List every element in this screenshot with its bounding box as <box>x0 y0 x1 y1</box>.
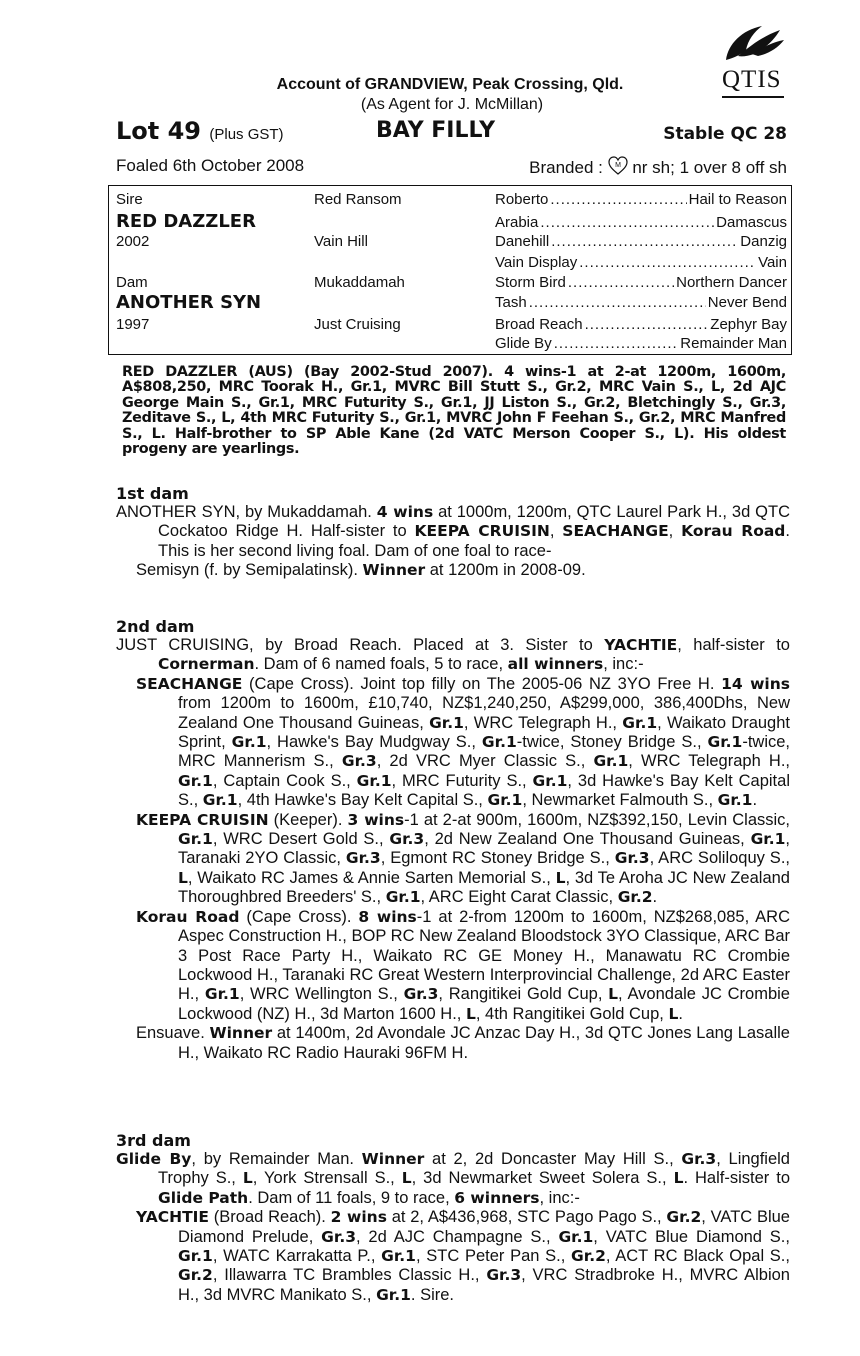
ancestor-name: Danehill <box>495 233 550 250</box>
ancestor-name: Storm Bird <box>495 274 566 291</box>
branded-label: Branded : <box>529 158 603 177</box>
brand-letter: M <box>614 162 621 169</box>
stable-number: Stable QC 28 <box>663 124 787 144</box>
dam-paragraph: Glide By, by Remainder Man. Winner at 2, 2d Doncaster May Hill S., Gr.3, Lingfield Trophy S., L, York Strensall S., L, 3d Newmarket Sweet Solera S., L. Half-sister to Glide Path. Dam of 11 foals, 9 to race, 6 winners, inc:- <box>116 1150 791 1207</box>
ancestor-row <box>495 214 787 231</box>
sire-dam: Vain Hill <box>314 233 368 250</box>
section-body-1st-dam <box>116 503 790 581</box>
ancestor-sire: Northern Dancer <box>676 274 787 291</box>
heart-brand-icon <box>608 156 628 176</box>
ancestor-sire: Danzig <box>740 233 787 250</box>
ancestor-name: Arabia <box>495 214 539 231</box>
pedigree-table <box>108 185 792 355</box>
section-body-3rd-dam <box>116 1150 790 1305</box>
produce-entry: Semisyn (f. by Semipalatinsk). Winner at 1200m in 2008-09. <box>136 561 586 580</box>
ancestor-name: Broad Reach <box>495 316 583 333</box>
ancestor-row <box>495 191 787 208</box>
ancestor-row <box>495 294 787 311</box>
dam-paragraph: JUST CRUISING, by Broad Reach. Placed at 3. Sister to YACHTIE, half-sister to Cornerman. Dam of 6 named foals, 5 to race, all winners, inc:- <box>116 636 790 674</box>
sire-sire: Red Ransom <box>314 191 402 208</box>
horse-description: BAY FILLY <box>376 118 496 143</box>
qtis-logo <box>718 20 790 93</box>
produce-entry: Ensuave. Winner at 1400m, 2d Avondale JC Anzac Day H., 3d QTC Jones Lang Lasalle H., Waikato RC Radio Hauraki 96FM H. <box>136 1024 790 1062</box>
sire-year: 2002 <box>116 233 150 250</box>
section-heading-2nd-dam: 2nd dam <box>116 617 195 636</box>
sire-summary: RED DAZZLER (AUS) (Bay 2002-Stud 2007). 4 wins-1 at 2-at 1200m, 1600m, A$808,250, MRC Toorak H., Gr.1, MVRC Bill Stutt S., Gr.2, MRC Vain S., L, 2d AJC George Main S., Gr.1, MRC Futurity S., Gr.1, JJ Liston S., Gr.2, Bletchingly S., Gr.3, Zeditave S., L, 4th MRC Futurity S., Gr.1, MVRC John F Feehan S., Gr.2, MRC Manfred S., L. Half-brother to SP Able Kane (2d VATC Merson Cooper S., L). His oldest progeny are yearlings. <box>122 364 786 458</box>
ancestor-sire: Remainder Man <box>680 335 787 352</box>
ancestor-row <box>495 254 787 271</box>
dam-dam: Just Cruising <box>314 316 401 333</box>
ancestor-row <box>495 335 787 352</box>
ancestor-sire: Hail to Reason <box>688 191 787 208</box>
dam-name: ANOTHER SYN <box>116 292 262 313</box>
ancestor-row <box>495 274 787 291</box>
section-body-2nd-dam <box>116 636 790 1063</box>
dam-label: Dam <box>116 274 148 291</box>
section-heading-1st-dam: 1st dam <box>116 484 189 503</box>
produce-entry: KEEPA CRUISIN (Keeper). 3 wins-1 at 2-at 900m, 1600m, NZ$392,150, Levin Classic, Gr.1, WRC Desert Gold S., Gr.3, 2d New Zealand One Thousand Guineas, Gr.1, Taranaki 2YO Classic, Gr.3, Egmont RC Stoney Bridge S., Gr.3, ARC Soliloquy S., L, Waikato RC James & Annie Sarten Memorial S., L, 3d Te Aroha JC New Zealand Thoroughbred Breeders' S., Gr.1, ARC Eight Carat Classic, Gr.2. <box>136 810 790 907</box>
foaling-date: Foaled 6th October 2008 <box>116 156 305 175</box>
ancestor-name: Vain Display <box>495 254 578 271</box>
produce-entry: Korau Road (Cape Cross). 8 wins-1 at 2-from 1200m to 1600m, NZ$268,085, ARC Aspec Construction H., BOP RC New Zealand Bloodstock 3YO Classique, ARC Bar 3 Post Race Party H., Waikato RC GE Money H., Manawatu RC Crombie Lockwood H., Taranaki RC Great Western Interprovincial Challenge, 2d ARC Easter H., Gr.1, WRC Wellington S., Gr.3, Rangitikei Gold Cup, L, Avondale JC Crombie Lockwood (NZ) H., 3d Marton 1600 H., L, 4th Rangitikei Gold Cup, L. <box>136 907 791 1023</box>
produce-entry: SEACHANGE (Cape Cross). Joint top filly on The 2005-06 NZ 3YO Free H. 14 wins from 1200m to 1600m, £10,740, NZ$1,240,250, A$299,000, 386,400Dhs, New Zealand One Thousand Guineas, Gr.1, WRC Telegraph H., Gr.1, Waikato Draught Sprint, Gr.1, Hawke's Bay Mudgway S., Gr.1-twice, Stoney Bridge S., Gr.1-twice, MRC Mannerism S., Gr.3, 2d VRC Myer Classic S., Gr.1, WRC Telegraph H., Gr.1, Captain Cook S., Gr.1, MRC Futurity S., Gr.1, 3d Hawke's Bay Kelt Capital S., Gr.1, 4th Hawke's Bay Kelt Capital S., Gr.1, Newmarket Falmouth S., Gr.1. <box>136 674 791 810</box>
ancestor-name: Glide By <box>495 335 552 352</box>
sire-label: Sire <box>116 191 143 208</box>
ancestor-sire: Zephyr Bay <box>710 316 787 333</box>
produce-entry: YACHTIE (Broad Reach). 2 wins at 2, A$436,968, STC Pago Pago S., Gr.2, VATC Blue Diamond Prelude, Gr.3, 2d AJC Champagne S., Gr.1, VATC Blue Diamond S., Gr.1, WATC Karrakatta P., Gr.1, STC Peter Pan S., Gr.2, ACT RC Black Opal S., Gr.2, Illawarra TC Brambles Classic H., Gr.3, VRC Stradbroke H., MVRC Albion H., 3d MVRC Manikato S., Gr.1. Sire. <box>136 1208 790 1304</box>
dam-year: 1997 <box>116 316 150 333</box>
ancestor-row <box>495 316 787 333</box>
logo-text: QTIS <box>722 66 782 93</box>
gst-note: (Plus GST) <box>209 126 284 143</box>
ancestor-row <box>495 233 787 250</box>
brand-description <box>529 156 787 178</box>
lot-number <box>116 117 284 145</box>
section-heading-3rd-dam: 3rd dam <box>116 1131 191 1150</box>
agent-line: (As Agent for J. McMillan) <box>360 96 544 113</box>
dam-paragraph: ANOTHER SYN, by Mukaddamah. 4 wins at 1000m, 1200m, QTC Laurel Park H., 3d QTC Cockatoo Ridge H. Half-sister to KEEPA CRUISIN, SEACHANGE, Korau Road. This is her second living foal. Dam of one foal to race- <box>116 503 790 560</box>
qtis-emblem-icon <box>718 20 788 66</box>
ancestor-sire: Vain <box>758 254 787 271</box>
dam-sire: Mukaddamah <box>314 274 405 291</box>
ancestor-name: Roberto <box>495 191 549 208</box>
account-line: Account of GRANDVIEW, Peak Crossing, Qld. <box>276 76 624 93</box>
ancestor-sire: Damascus <box>716 214 787 231</box>
lot-label: Lot 49 <box>116 117 202 145</box>
ancestor-name: Tash <box>495 294 527 311</box>
branded-details: nr sh; 1 over 8 off sh <box>632 158 787 177</box>
sire-name: RED DAZZLER <box>116 211 256 232</box>
ancestor-sire: Never Bend <box>707 294 787 311</box>
